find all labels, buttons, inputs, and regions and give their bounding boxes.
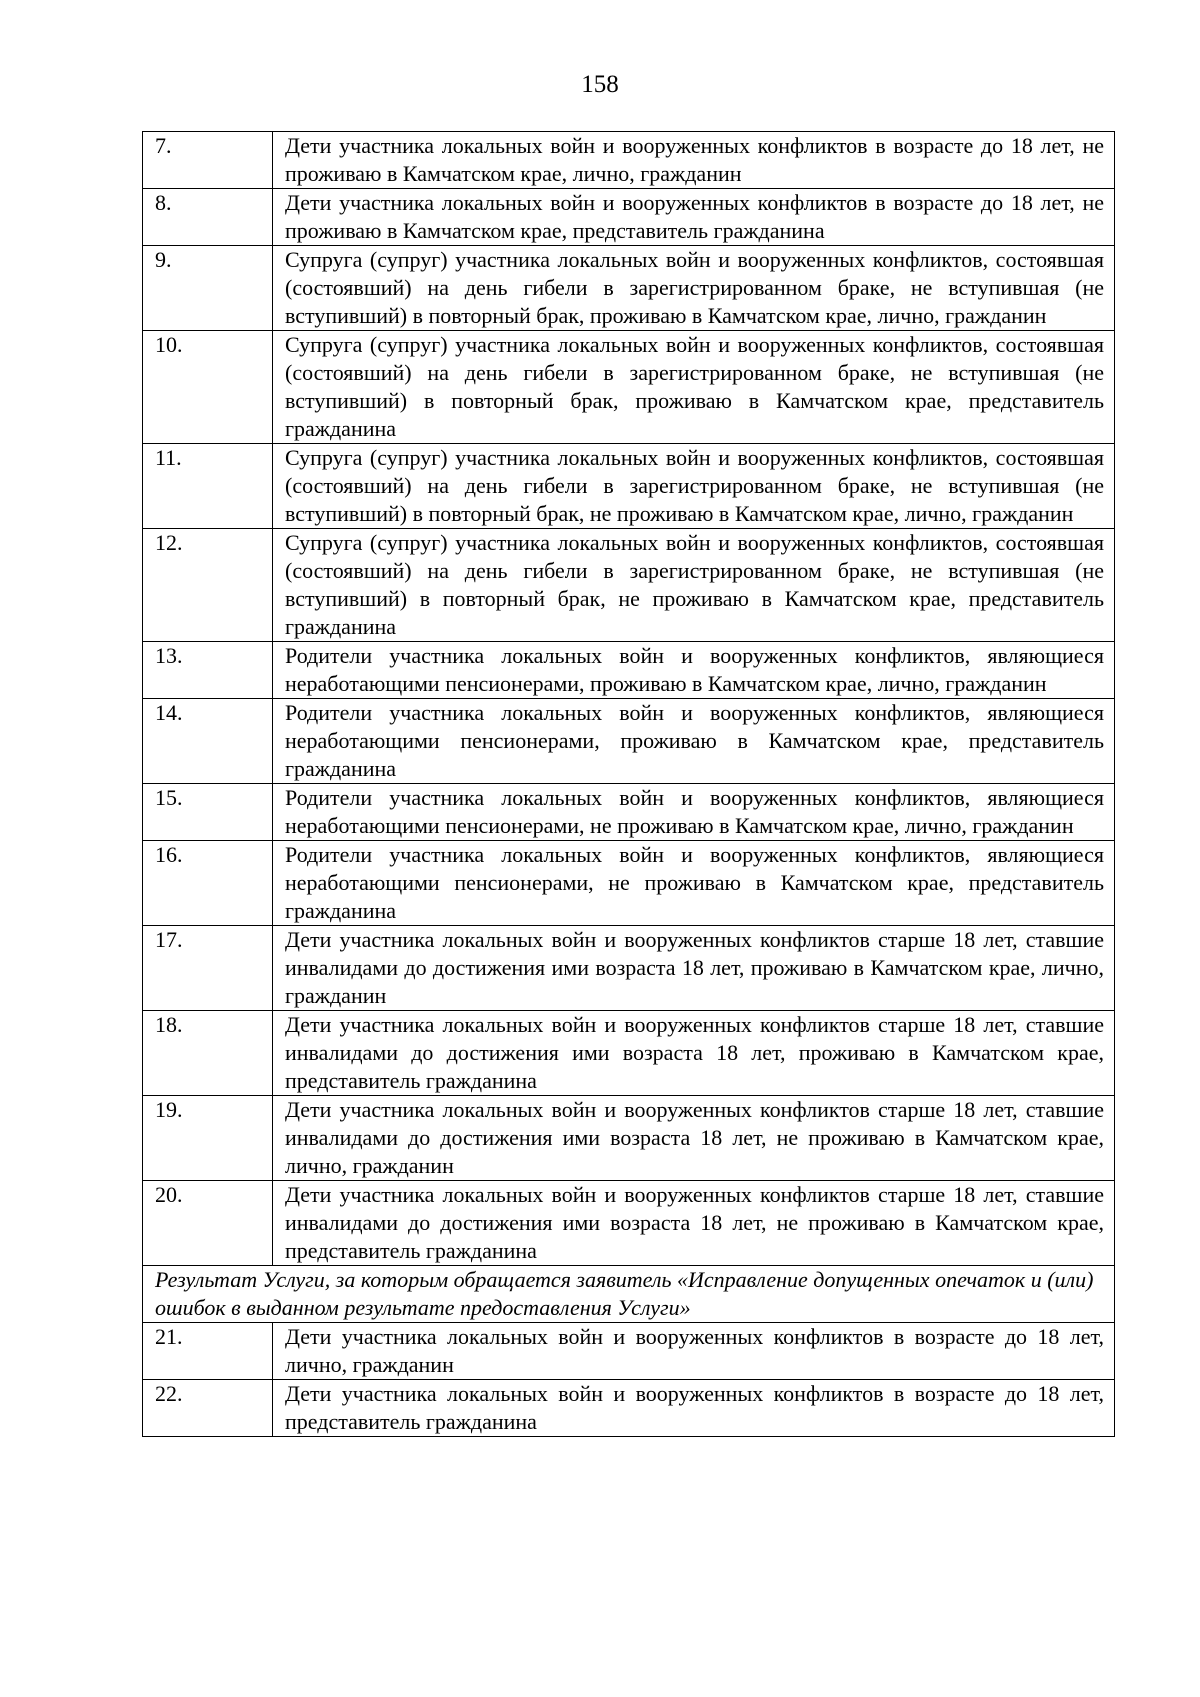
table-row — [143, 1011, 1115, 1096]
table-row — [143, 529, 1115, 642]
row-text: Супруга (супруг) участника локальных войн и вооруженных конфликтов, состоявшая (состоявший) на день гибели в зарегистрированном браке, не вступившая (не вступивший) в повторный брак, не проживаю в Камчатском крае, представитель гражданина — [273, 529, 1115, 642]
row-text: Дети участника локальных войн и вооруженных конфликтов в возрасте до 18 лет, лично, гражданин — [273, 1323, 1115, 1380]
row-text: Дети участника локальных войн и вооруженных конфликтов старше 18 лет, ставшие инвалидами до достижения ими возраста 18 лет, проживаю в Камчатском крае, представитель гражданина — [273, 1011, 1115, 1096]
row-text: Супруга (супруг) участника локальных войн и вооруженных конфликтов, состоявшая (состоявший) на день гибели в зарегистрированном браке, не вступившая (не вступивший) в повторный брак, не проживаю в Камчатском крае, лично, гражданин — [273, 444, 1115, 529]
table-row — [143, 331, 1115, 444]
table-row — [143, 444, 1115, 529]
row-text: Родители участника локальных войн и вооруженных конфликтов, являющиеся неработающими пенсионерами, не проживаю в Камчатском крае, представитель гражданина — [273, 841, 1115, 926]
row-number: 22. — [143, 1380, 273, 1437]
row-number: 12. — [143, 529, 273, 642]
row-number: 21. — [143, 1323, 273, 1380]
row-number: 20. — [143, 1181, 273, 1266]
section-heading-row — [143, 1266, 1115, 1323]
row-text: Супруга (супруг) участника локальных войн и вооруженных конфликтов, состоявшая (состоявший) на день гибели в зарегистрированном браке, не вступившая (не вступивший) в повторный брак, проживаю в Камчатском крае, лично, гражданин — [273, 246, 1115, 331]
row-number: 14. — [143, 699, 273, 784]
row-text: Дети участника локальных войн и вооруженных конфликтов старше 18 лет, ставшие инвалидами до достижения ими возраста 18 лет, не проживаю в Камчатском крае, лично, гражданин — [273, 1096, 1115, 1181]
row-text: Дети участника локальных войн и вооруженных конфликтов в возрасте до 18 лет, не проживаю в Камчатском крае, лично, гражданин — [273, 132, 1115, 189]
applicant-variants-table — [142, 131, 1115, 1437]
row-number: 13. — [143, 642, 273, 699]
row-number: 11. — [143, 444, 273, 529]
section-heading: Результат Услуги, за которым обращается заявитель «Исправление допущенных опечаток и (или) ошибок в выданном результате предоставления Услуги» — [143, 1266, 1115, 1323]
row-text: Родители участника локальных войн и вооруженных конфликтов, являющиеся неработающими пенсионерами, проживаю в Камчатском крае, лично, гражданин — [273, 642, 1115, 699]
row-number: 10. — [143, 331, 273, 444]
row-text: Родители участника локальных войн и вооруженных конфликтов, являющиеся неработающими пенсионерами, проживаю в Камчатском крае, представитель гражданина — [273, 699, 1115, 784]
row-text: Супруга (супруг) участника локальных войн и вооруженных конфликтов, состоявшая (состоявший) на день гибели в зарегистрированном браке, не вступившая (не вступивший) в повторный брак, проживаю в Камчатском крае, представитель гражданина — [273, 331, 1115, 444]
page-number: 158 — [581, 71, 619, 98]
row-text: Дети участника локальных войн и вооруженных конфликтов старше 18 лет, ставшие инвалидами до достижения ими возраста 18 лет, не проживаю в Камчатском крае, представитель гражданина — [273, 1181, 1115, 1266]
row-number: 19. — [143, 1096, 273, 1181]
row-text: Дети участника локальных войн и вооруженных конфликтов в возрасте до 18 лет, представитель гражданина — [273, 1380, 1115, 1437]
table-row — [143, 1096, 1115, 1181]
table-row — [143, 1181, 1115, 1266]
row-text: Дети участника локальных войн и вооруженных конфликтов старше 18 лет, ставшие инвалидами до достижения ими возраста 18 лет, проживаю в Камчатском крае, лично, гражданин — [273, 926, 1115, 1011]
table-row — [143, 841, 1115, 926]
row-text: Родители участника локальных войн и вооруженных конфликтов, являющиеся неработающими пенсионерами, не проживаю в Камчатском крае, лично, гражданин — [273, 784, 1115, 841]
row-number: 17. — [143, 926, 273, 1011]
table-row — [143, 189, 1115, 246]
row-text: Дети участника локальных войн и вооруженных конфликтов в возрасте до 18 лет, не проживаю в Камчатском крае, представитель гражданина — [273, 189, 1115, 246]
table-row — [143, 784, 1115, 841]
row-number: 15. — [143, 784, 273, 841]
table-row — [143, 1323, 1115, 1380]
row-number: 18. — [143, 1011, 273, 1096]
row-number: 7. — [143, 132, 273, 189]
row-number: 16. — [143, 841, 273, 926]
table-row — [143, 926, 1115, 1011]
row-number: 9. — [143, 246, 273, 331]
table-row — [143, 699, 1115, 784]
table-row — [143, 246, 1115, 331]
table-row — [143, 642, 1115, 699]
table-row — [143, 1380, 1115, 1437]
row-number: 8. — [143, 189, 273, 246]
table-row — [143, 132, 1115, 189]
